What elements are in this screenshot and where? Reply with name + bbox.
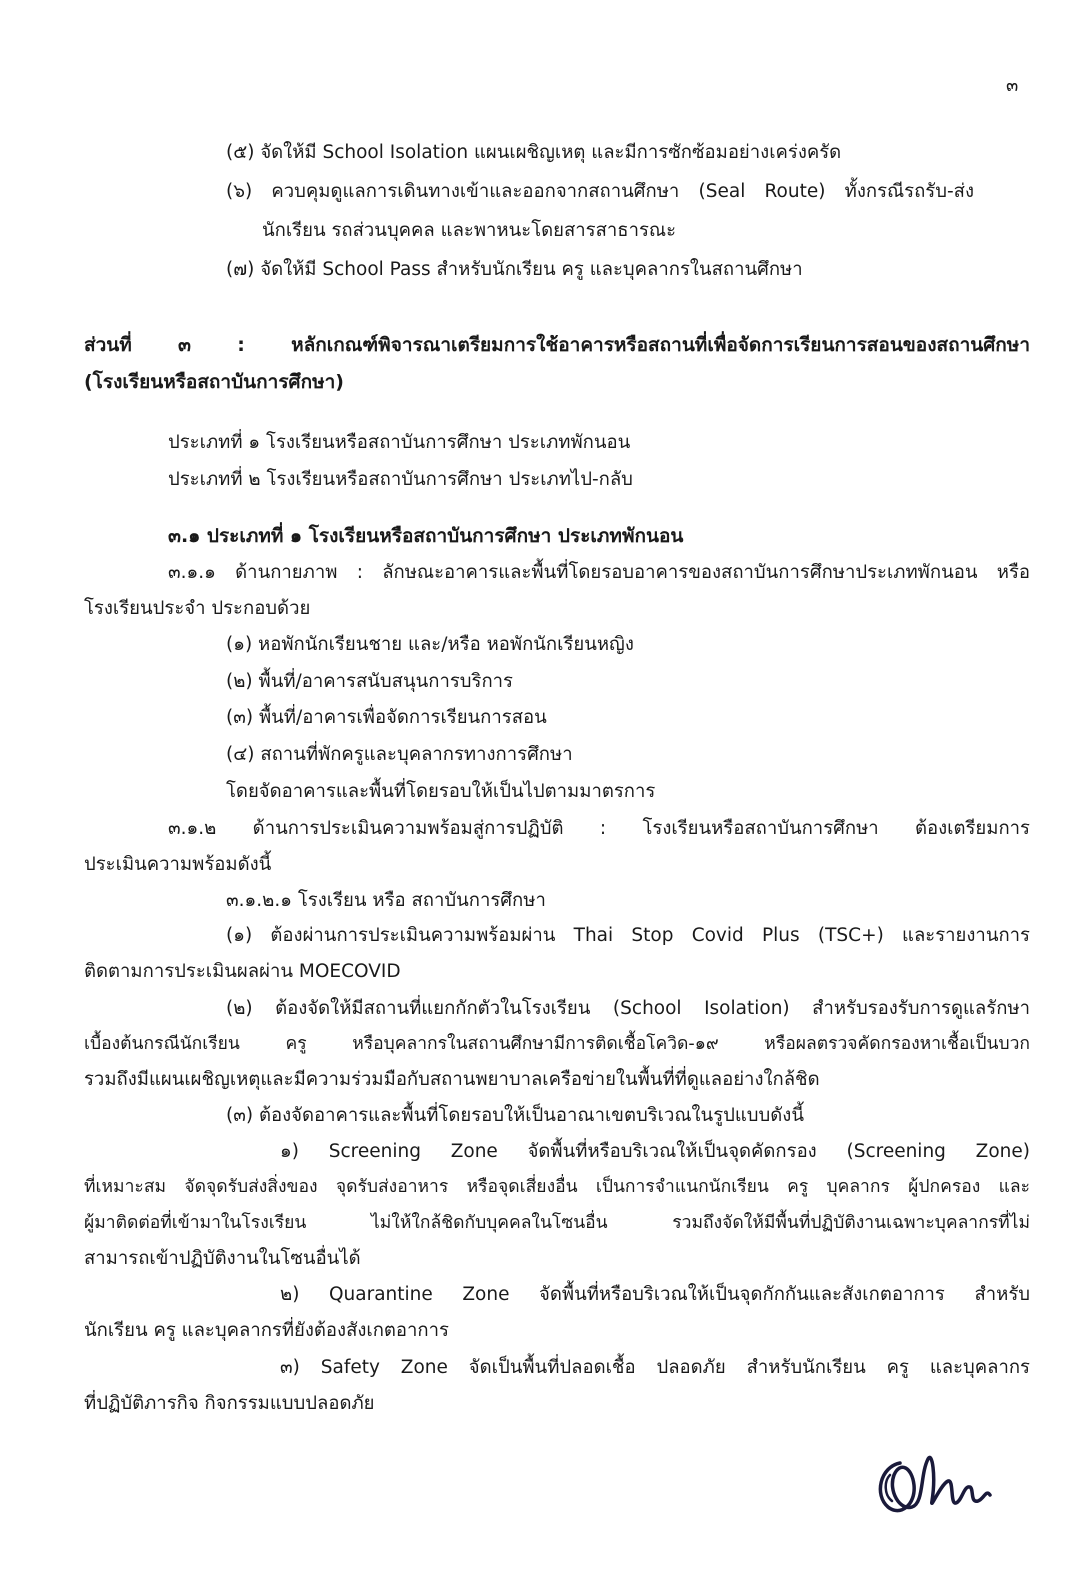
- section-heading: ส่วนที่ ๓ : หลักเกณฑ์พิจารณาเตรียมการใช้อาคารหรือสถานที่เพื่อจัดการเรียนการสอนของสถานศึกษา: [84, 334, 1030, 356]
- list-item: (๖) ควบคุมดูแลการเดินทางเข้าและออกจากสถานศึกษา (Seal Route) ทั้งกรณีรถรับ-ส่ง: [226, 181, 974, 202]
- type-item: ประเภทที่ ๒ โรงเรียนหรือสถาบันการศึกษา ประเภทไป-กลับ: [168, 469, 633, 490]
- subsection-heading: ๓.๑ ประเภทที่ ๑ โรงเรียนหรือสถาบันการศึกษา ประเภทพักนอน: [168, 525, 684, 547]
- paragraph-line: โรงเรียนประจำ ประกอบด้วย: [84, 598, 311, 619]
- paragraph-line: นักเรียน ครู และบุคลากรที่ยังต้องสังเกตอาการ: [84, 1320, 449, 1341]
- paragraph-line: ๓.๑.๑ ด้านกายภาพ : ลักษณะอาคารและพื้นที่โดยรอบอาคารของสถาบันการศึกษาประเภทพักนอน หรือ: [168, 562, 1030, 583]
- paragraph-line: (๒) ต้องจัดให้มีสถานที่แยกกักตัวในโรงเรียน (School Isolation) สำหรับรองรับการดูแลรักษา: [226, 998, 1030, 1019]
- signature: [870, 1445, 1000, 1525]
- list-item-continuation: นักเรียน รถส่วนบุคคล และพาหนะโดยสารสาธารณะ: [262, 220, 677, 241]
- paragraph-line: ผู้มาติดต่อที่เข้ามาในโรงเรียน ไม่ให้ใกล้ชิดกับบุคคลในโซนอื่น รวมถึงจัดให้มีพื้นที่ปฏิบัติงานเฉพาะบุคลากรที่ไม่: [84, 1213, 1030, 1233]
- paragraph-line: ประเมินความพร้อมดังนี้: [84, 854, 272, 875]
- paragraph-line: ๓) Safety Zone จัดเป็นพื้นที่ปลอดเชื้อ ปลอดภัย สำหรับนักเรียน ครู และบุคลากร: [280, 1357, 1030, 1378]
- list-item: (๒) พื้นที่/อาคารสนับสนุนการบริการ: [226, 671, 513, 692]
- paragraph-line: (๓) ต้องจัดอาคารและพื้นที่โดยรอบให้เป็นอาณาเขตบริเวณในรูปแบบดังนี้: [226, 1105, 804, 1126]
- paragraph-line: ที่เหมาะสม จัดจุดรับส่งสิ่งของ จุดรับส่งอาหาร หรือจุดเสี่ยงอื่น เป็นการจำแนกนักเรียน ครู บุคลากร ผู้ปกครอง และ: [84, 1177, 1030, 1197]
- list-item: (๔) สถานที่พักครูและบุคลากรทางการศึกษา: [226, 744, 573, 765]
- list-item: (๗) จัดให้มี School Pass สำหรับนักเรียน ครู และบุคลากรในสถานศึกษา: [226, 259, 803, 280]
- paragraph-line: โดยจัดอาคารและพื้นที่โดยรอบให้เป็นไปตามมาตรการ: [226, 781, 656, 802]
- type-item: ประเภทที่ ๑ โรงเรียนหรือสถาบันการศึกษา ประเภทพักนอน: [168, 432, 631, 453]
- list-item: (๓) พื้นที่/อาคารเพื่อจัดการเรียนการสอน: [226, 707, 547, 728]
- paragraph-line: ๒) Quarantine Zone จัดพื้นที่หรือบริเวณให้เป็นจุดกักกันและสังเกตอาการ สำหรับ: [280, 1284, 1030, 1305]
- paragraph-line: ที่ปฏิบัติภารกิจ กิจกรรมแบบปลอดภัย: [84, 1393, 375, 1414]
- paragraph-line: ๓.๑.๒ ด้านการประเมินความพร้อมสู่การปฏิบัติ : โรงเรียนหรือสถาบันการศึกษา ต้องเตรียมการ: [168, 818, 1030, 839]
- list-item: (๕) จัดให้มี School Isolation แผนเผชิญเหตุ และมีการซักซ้อมอย่างเคร่งครัด: [226, 142, 842, 163]
- paragraph-line: เบื้องต้นกรณีนักเรียน ครู หรือบุคลากรในสถานศึกษามีการติดเชื้อโควิด-๑๙ หรือผลตรวจคัดกรองหาเชื้อเป็นบวก: [84, 1034, 1030, 1054]
- paragraph-line: ติดตามการประเมินผลผ่าน MOECOVID: [84, 961, 401, 982]
- section-heading-continuation: (โรงเรียนหรือสถาบันการศึกษา): [84, 371, 344, 393]
- sub-subsection-heading: ๓.๑.๒.๑ โรงเรียน หรือ สถาบันการศึกษา: [226, 890, 546, 911]
- page-number: ๓: [1006, 75, 1019, 96]
- list-item: (๑) หอพักนักเรียนชาย และ/หรือ หอพักนักเรียนหญิง: [226, 634, 634, 655]
- paragraph-line: รวมถึงมีแผนเผชิญเหตุและมีความร่วมมือกับสถานพยาบาลเครือข่ายในพื้นที่ที่ดูแลอย่างใกล้ชิด: [84, 1069, 820, 1090]
- paragraph-line: สามารถเข้าปฏิบัติงานในโซนอื่นได้: [84, 1248, 361, 1269]
- paragraph-line: (๑) ต้องผ่านการประเมินความพร้อมผ่าน Thai Stop Covid Plus (TSC+) และรายงานการ: [226, 925, 1030, 946]
- paragraph-line: ๑) Screening Zone จัดพื้นที่หรือบริเวณให้เป็นจุดคัดกรอง (Screening Zone): [280, 1141, 1030, 1162]
